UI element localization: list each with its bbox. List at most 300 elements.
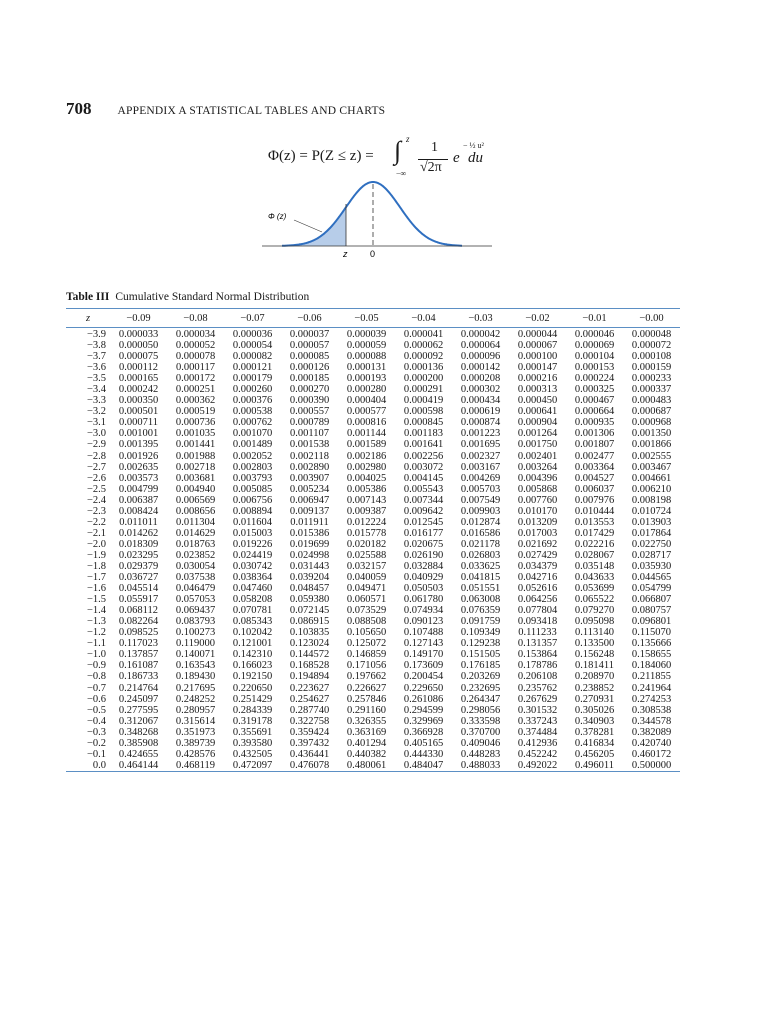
probability-cell: 0.000200 — [403, 373, 444, 385]
probability-cell: 0.000092 — [403, 351, 444, 363]
z-value-cell: −2.9 — [86, 439, 106, 451]
z-value-cell: −2.3 — [86, 505, 106, 517]
probability-cell: 0.014262 — [118, 527, 159, 539]
probability-cell: 0.251429 — [232, 693, 273, 705]
probability-cell: 0.337243 — [517, 715, 558, 727]
table-row — [66, 627, 680, 638]
probability-cell: 0.492022 — [517, 759, 558, 771]
probability-cell: 0.001350 — [631, 428, 672, 440]
z-value-cell: −0.4 — [86, 715, 106, 727]
probability-cell: 0.000302 — [460, 384, 501, 396]
probability-cell: 0.351973 — [175, 726, 216, 738]
probability-cell: 0.000147 — [517, 362, 558, 374]
probability-cell: 0.069437 — [175, 605, 216, 617]
probability-cell: 0.001264 — [517, 428, 558, 440]
probability-cell: 0.125072 — [346, 638, 387, 650]
probability-cell: 0.001001 — [118, 428, 159, 440]
probability-cell: 0.012224 — [346, 516, 387, 528]
probability-cell: 0.000078 — [175, 351, 216, 363]
z-value-cell: −1.0 — [86, 649, 106, 661]
probability-cell: 0.011011 — [119, 516, 158, 528]
probability-cell: 0.005703 — [460, 483, 501, 495]
table-row — [66, 594, 680, 605]
probability-cell: 0.026190 — [403, 549, 444, 561]
probability-cell: 0.011604 — [233, 516, 272, 528]
probability-cell: 0.021178 — [461, 538, 500, 550]
probability-cell: 0.015386 — [289, 527, 330, 539]
z-value-cell: −0.1 — [86, 748, 106, 760]
probability-cell: 0.000096 — [460, 351, 501, 363]
column-header: −0.00 — [623, 309, 680, 328]
probability-cell: 0.011304 — [176, 516, 215, 528]
probability-cell: 0.002186 — [346, 450, 387, 462]
probability-cell: 0.000664 — [574, 406, 615, 418]
probability-cell: 0.003167 — [460, 461, 501, 473]
table-row — [66, 738, 680, 749]
z-value-cell: −1.7 — [86, 572, 106, 584]
probability-cell: 0.206108 — [517, 671, 558, 683]
probability-cell: 0.416834 — [574, 737, 615, 749]
probability-cell: 0.000085 — [289, 351, 330, 363]
probability-cell: 0.005868 — [517, 483, 558, 495]
probability-cell: 0.001926 — [118, 450, 159, 462]
page-header — [66, 99, 385, 119]
probability-cell: 0.041815 — [460, 572, 501, 584]
table-row — [66, 683, 680, 694]
probability-cell: 0.001441 — [175, 439, 216, 451]
probability-cell: 0.298056 — [460, 704, 501, 716]
z-value-cell: −3.5 — [86, 373, 106, 385]
probability-cell: 0.010724 — [631, 505, 672, 517]
probability-cell: 0.000291 — [403, 384, 444, 396]
column-header: −0.03 — [452, 309, 509, 328]
column-header: −0.09 — [110, 309, 167, 328]
probability-cell: 0.002052 — [232, 450, 273, 462]
table-row — [66, 749, 680, 760]
probability-cell: 0.456205 — [574, 748, 615, 760]
probability-cell: 0.144572 — [289, 649, 330, 661]
probability-cell: 0.468119 — [176, 759, 215, 771]
table-row — [66, 473, 680, 484]
table-row — [66, 395, 680, 406]
z-value-cell: −0.7 — [86, 682, 106, 694]
probability-cell: 0.119000 — [176, 638, 215, 650]
probability-cell: 0.000112 — [119, 362, 158, 374]
table-row — [66, 705, 680, 716]
probability-cell: 0.018763 — [175, 538, 216, 550]
probability-cell: 0.232695 — [460, 682, 501, 694]
probability-cell: 0.000165 — [118, 373, 159, 385]
probability-cell: 0.000075 — [118, 351, 159, 363]
z-value-cell: −2.6 — [86, 472, 106, 484]
probability-cell: 0.000048 — [631, 329, 672, 341]
probability-cell: 0.000270 — [289, 384, 330, 396]
z-value-cell: −1.2 — [86, 627, 106, 639]
probability-cell: 0.197662 — [346, 671, 387, 683]
z-value-cell: −1.9 — [86, 549, 106, 561]
formula-denominator: √2π — [420, 160, 442, 175]
table-header-row — [66, 309, 680, 328]
table-row — [66, 539, 680, 550]
table-row — [66, 671, 680, 682]
probability-cell: 0.405165 — [403, 737, 444, 749]
probability-cell: 0.294599 — [403, 704, 444, 716]
probability-cell: 0.049471 — [346, 583, 387, 595]
probability-cell: 0.004940 — [175, 483, 216, 495]
probability-cell: 0.033625 — [460, 561, 501, 572]
probability-cell: 0.057053 — [175, 594, 216, 606]
z-value-cell: −3.2 — [86, 406, 106, 418]
probability-cell: 0.484047 — [403, 759, 444, 771]
probability-cell: 0.031443 — [289, 561, 330, 572]
probability-cell: 0.032884 — [403, 561, 444, 572]
probability-cell: 0.058208 — [232, 594, 273, 606]
probability-cell: 0.003072 — [403, 461, 444, 473]
probability-cell: 0.129238 — [460, 638, 501, 650]
page-number: 708 — [66, 99, 92, 118]
probability-cell: 0.001589 — [346, 439, 387, 451]
probability-cell: 0.003467 — [631, 461, 672, 473]
probability-cell: 0.444330 — [403, 748, 444, 760]
probability-cell: 0.006037 — [574, 483, 615, 495]
probability-cell: 0.264347 — [460, 693, 501, 705]
table-row — [66, 451, 680, 462]
probability-cell: 0.003573 — [118, 472, 159, 484]
table-caption — [66, 291, 680, 303]
z-value-cell: −2.2 — [86, 516, 106, 528]
probability-cell: 0.004799 — [118, 483, 159, 495]
probability-cell: 0.061780 — [403, 594, 444, 606]
probability-cell: 0.005085 — [232, 483, 273, 495]
probability-cell: 0.018309 — [118, 538, 159, 550]
z-value-cell: −3.0 — [86, 428, 106, 440]
table-title: Cumulative Standard Normal Distribution — [115, 291, 310, 303]
probability-cell: 0.002327 — [460, 450, 501, 462]
probability-cell: 0.000216 — [517, 373, 558, 385]
probability-cell: 0.002890 — [289, 461, 330, 473]
probability-cell: 0.054799 — [631, 583, 672, 595]
probability-cell: 0.280957 — [175, 704, 216, 716]
probability-cell: 0.040929 — [403, 572, 444, 584]
table-row — [66, 660, 680, 671]
probability-cell: 0.146859 — [346, 649, 387, 661]
probability-cell: 0.080757 — [631, 605, 672, 617]
probability-cell: 0.181411 — [575, 660, 614, 672]
probability-cell: 0.022750 — [631, 538, 672, 550]
probability-cell: 0.000104 — [574, 351, 615, 363]
probability-cell: 0.267629 — [517, 693, 558, 705]
probability-cell: 0.000208 — [460, 373, 501, 385]
probability-cell: 0.011911 — [290, 516, 329, 528]
probability-cell: 0.035930 — [631, 561, 672, 572]
probability-cell: 0.082264 — [118, 616, 159, 628]
probability-cell: 0.000337 — [631, 384, 672, 396]
probability-cell: 0.000142 — [460, 362, 501, 374]
probability-cell: 0.023852 — [175, 549, 216, 561]
probability-cell: 0.045514 — [118, 583, 159, 595]
probability-cell: 0.480061 — [346, 759, 387, 771]
probability-cell: 0.007344 — [403, 494, 444, 506]
probability-cell: 0.002401 — [517, 450, 558, 462]
probability-cell: 0.000067 — [517, 340, 558, 352]
probability-cell: 0.178786 — [517, 660, 558, 672]
probability-cell: 0.000121 — [232, 362, 273, 374]
probability-cell: 0.008198 — [631, 494, 672, 506]
probability-cell: 0.001306 — [574, 428, 615, 440]
probability-cell: 0.006569 — [175, 494, 216, 506]
probability-cell: 0.153864 — [517, 649, 558, 661]
z-value-cell: −2.0 — [86, 538, 106, 550]
probability-cell: 0.006756 — [232, 494, 273, 506]
probability-cell: 0.064256 — [517, 594, 558, 606]
probability-cell: 0.208970 — [574, 671, 615, 683]
probability-cell: 0.000059 — [346, 340, 387, 352]
probability-cell: 0.035148 — [574, 561, 615, 572]
probability-cell: 0.012874 — [460, 516, 501, 528]
probability-cell: 0.014629 — [175, 527, 216, 539]
probability-cell: 0.133500 — [574, 638, 615, 650]
column-header: −0.06 — [281, 309, 338, 328]
probability-cell: 0.038364 — [232, 572, 273, 584]
probability-cell: 0.287740 — [289, 704, 330, 716]
table-row — [66, 727, 680, 738]
table-row — [66, 760, 680, 772]
probability-cell: 0.000172 — [175, 373, 216, 385]
probability-cell: 0.001144 — [347, 428, 386, 440]
probability-cell: 0.002555 — [631, 450, 672, 462]
probability-cell: 0.173609 — [403, 660, 444, 672]
probability-cell: 0.088508 — [346, 616, 387, 628]
probability-cell: 0.131357 — [517, 638, 558, 650]
z-value-cell: −1.5 — [86, 594, 106, 606]
probability-cell: 0.000088 — [346, 351, 387, 363]
probability-cell: 0.378281 — [574, 726, 615, 738]
probability-cell: 0.000042 — [460, 329, 501, 341]
probability-cell: 0.013903 — [631, 516, 672, 528]
probability-cell: 0.022216 — [574, 538, 615, 550]
probability-cell: 0.168528 — [289, 660, 330, 672]
probability-cell: 0.366928 — [403, 726, 444, 738]
probability-cell: 0.000153 — [574, 362, 615, 374]
probability-cell: 0.000062 — [403, 340, 444, 352]
table-label: Table III — [66, 291, 110, 303]
probability-cell: 0.359424 — [289, 726, 330, 738]
probability-cell: 0.000736 — [175, 417, 216, 429]
probability-cell: 0.004661 — [631, 472, 672, 484]
probability-cell: 0.000251 — [175, 384, 216, 396]
probability-cell: 0.355691 — [232, 726, 273, 738]
probability-cell: 0.009642 — [403, 505, 444, 517]
probability-cell: 0.006210 — [631, 483, 672, 495]
z-value-cell: −3.4 — [86, 384, 106, 396]
probability-cell: 0.004527 — [574, 472, 615, 484]
probability-cell: 0.000064 — [460, 340, 501, 352]
probability-cell: 0.008656 — [175, 505, 216, 517]
probability-cell: 0.420740 — [631, 737, 672, 749]
probability-cell: 0.000233 — [631, 373, 672, 385]
probability-cell: 0.166023 — [232, 660, 273, 672]
formula-base: e — [453, 150, 460, 166]
probability-cell: 0.319178 — [232, 715, 273, 727]
z-value-cell: −1.1 — [86, 638, 106, 650]
probability-cell: 0.000037 — [289, 329, 330, 341]
probability-cell: 0.091759 — [460, 616, 501, 628]
probability-cell: 0.023295 — [118, 549, 159, 561]
probability-cell: 0.001988 — [175, 450, 216, 462]
table-row — [66, 328, 680, 341]
probability-cell: 0.200454 — [403, 671, 444, 683]
probability-cell: 0.000968 — [631, 417, 672, 429]
probability-cell: 0.003907 — [289, 472, 330, 484]
formula-exponent: − ½ u² — [463, 141, 484, 150]
pointer-line — [294, 220, 322, 232]
probability-cell: 0.322758 — [289, 715, 330, 727]
probability-cell: 0.000619 — [460, 406, 501, 418]
probability-cell: 0.000935 — [574, 417, 615, 429]
probability-cell: 0.000874 — [460, 417, 501, 429]
probability-cell: 0.096801 — [631, 616, 672, 628]
probability-cell: 0.001489 — [232, 439, 273, 451]
probability-cell: 0.184060 — [631, 660, 672, 672]
probability-cell: 0.003264 — [517, 461, 558, 473]
table-row — [66, 694, 680, 705]
probability-cell: 0.000641 — [517, 406, 558, 418]
column-header: −0.05 — [338, 309, 395, 328]
probability-cell: 0.021692 — [517, 538, 558, 550]
probability-cell: 0.052616 — [517, 583, 558, 595]
probability-cell: 0.163543 — [175, 660, 216, 672]
probability-cell: 0.344578 — [631, 715, 672, 727]
probability-cell: 0.002118 — [290, 450, 329, 462]
probability-cell: 0.008894 — [232, 505, 273, 517]
probability-cell: 0.226627 — [346, 682, 387, 694]
probability-cell: 0.072145 — [289, 605, 330, 617]
probability-cell: 0.039204 — [289, 572, 330, 584]
probability-cell: 0.000362 — [175, 395, 216, 407]
probability-cell: 0.257846 — [346, 693, 387, 705]
probability-cell: 0.000260 — [232, 384, 273, 396]
probability-cell: 0.079270 — [574, 605, 615, 617]
table-row — [66, 351, 680, 362]
probability-cell: 0.436441 — [289, 748, 330, 760]
probability-cell: 0.000711 — [119, 417, 158, 429]
probability-cell: 0.003364 — [574, 461, 615, 473]
z-value-cell: −3.6 — [86, 362, 106, 374]
probability-cell: 0.000072 — [631, 340, 672, 352]
probability-cell: 0.107488 — [403, 627, 444, 639]
probability-cell: 0.223627 — [289, 682, 330, 694]
probability-cell: 0.007549 — [460, 494, 501, 506]
probability-cell: 0.004025 — [346, 472, 387, 484]
probability-cell: 0.161087 — [118, 660, 159, 672]
probability-cell: 0.065522 — [574, 594, 615, 606]
probability-cell: 0.063008 — [460, 594, 501, 606]
probability-cell: 0.000136 — [403, 362, 444, 374]
probability-cell: 0.277595 — [118, 704, 159, 716]
probability-cell: 0.098525 — [118, 627, 159, 639]
probability-cell: 0.500000 — [631, 759, 672, 771]
probability-cell: 0.076359 — [460, 605, 501, 617]
probability-cell: 0.308538 — [631, 704, 672, 716]
probability-cell: 0.003793 — [232, 472, 273, 484]
probability-cell: 0.001866 — [631, 439, 672, 451]
probability-cell: 0.000687 — [631, 406, 672, 418]
probability-cell: 0.329969 — [403, 715, 444, 727]
probability-cell: 0.203269 — [460, 671, 501, 683]
probability-cell: 0.254627 — [289, 693, 330, 705]
probability-cell: 0.214764 — [118, 682, 159, 694]
probability-cell: 0.000050 — [118, 340, 159, 352]
probability-cell: 0.000046 — [574, 329, 615, 341]
z-value-cell: −0.6 — [86, 693, 106, 705]
table-row — [66, 373, 680, 384]
probability-cell: 0.409046 — [460, 737, 501, 749]
probability-cell: 0.000577 — [346, 406, 387, 418]
probability-cell: 0.019226 — [232, 538, 273, 550]
table-row — [66, 561, 680, 572]
probability-cell: 0.000557 — [289, 406, 330, 418]
probability-cell: 0.001395 — [118, 439, 159, 451]
probability-cell: 0.002980 — [346, 461, 387, 473]
table-row — [66, 428, 680, 439]
probability-cell: 0.004269 — [460, 472, 501, 484]
probability-cell: 0.270931 — [574, 693, 615, 705]
probability-cell: 0.001695 — [460, 439, 501, 451]
probability-cell: 0.016177 — [403, 527, 444, 539]
probability-cell: 0.000100 — [517, 351, 558, 363]
probability-cell: 0.102042 — [232, 627, 273, 639]
probability-cell: 0.000242 — [118, 384, 159, 396]
probability-cell: 0.000467 — [574, 395, 615, 407]
probability-cell: 0.005234 — [289, 483, 330, 495]
probability-cell: 0.000052 — [175, 340, 216, 352]
z-value-cell: −1.6 — [86, 583, 106, 595]
probability-cell: 0.000450 — [517, 395, 558, 407]
z-value-cell: −0.5 — [86, 704, 106, 716]
probability-cell: 0.340903 — [574, 715, 615, 727]
probability-cell: 0.241964 — [631, 682, 672, 694]
probability-cell: 0.464144 — [118, 759, 159, 771]
probability-cell: 0.000131 — [346, 362, 387, 374]
probability-cell: 0.002718 — [175, 461, 216, 473]
probability-cell: 0.176185 — [460, 660, 501, 672]
probability-cell: 0.000538 — [232, 406, 273, 418]
probability-cell: 0.440382 — [346, 748, 387, 760]
probability-cell: 0.496011 — [575, 759, 614, 771]
probability-cell: 0.070781 — [232, 605, 273, 617]
probability-cell: 0.007976 — [574, 494, 615, 506]
probability-cell: 0.115070 — [632, 627, 671, 639]
probability-cell: 0.326355 — [346, 715, 387, 727]
probability-cell: 0.001107 — [290, 428, 329, 440]
probability-cell: 0.235762 — [517, 682, 558, 694]
z-tick-label: z — [343, 249, 348, 259]
table-row — [66, 716, 680, 727]
probability-cell: 0.048457 — [289, 583, 330, 595]
table-row — [66, 616, 680, 627]
probability-cell: 0.220650 — [232, 682, 273, 694]
probability-cell: 0.004396 — [517, 472, 558, 484]
z-value-cell: −2.7 — [86, 461, 106, 473]
probability-cell: 0.245097 — [118, 693, 159, 705]
table-row — [66, 583, 680, 594]
probability-cell: 0.291160 — [347, 704, 386, 716]
integral-sign-icon: ∫ — [394, 136, 402, 165]
table-row — [66, 572, 680, 583]
running-head: APPENDIX A STATISTICAL TABLES AND CHARTS — [117, 105, 386, 117]
probability-cell: 0.000082 — [232, 351, 273, 363]
probability-cell: 0.261086 — [403, 693, 444, 705]
